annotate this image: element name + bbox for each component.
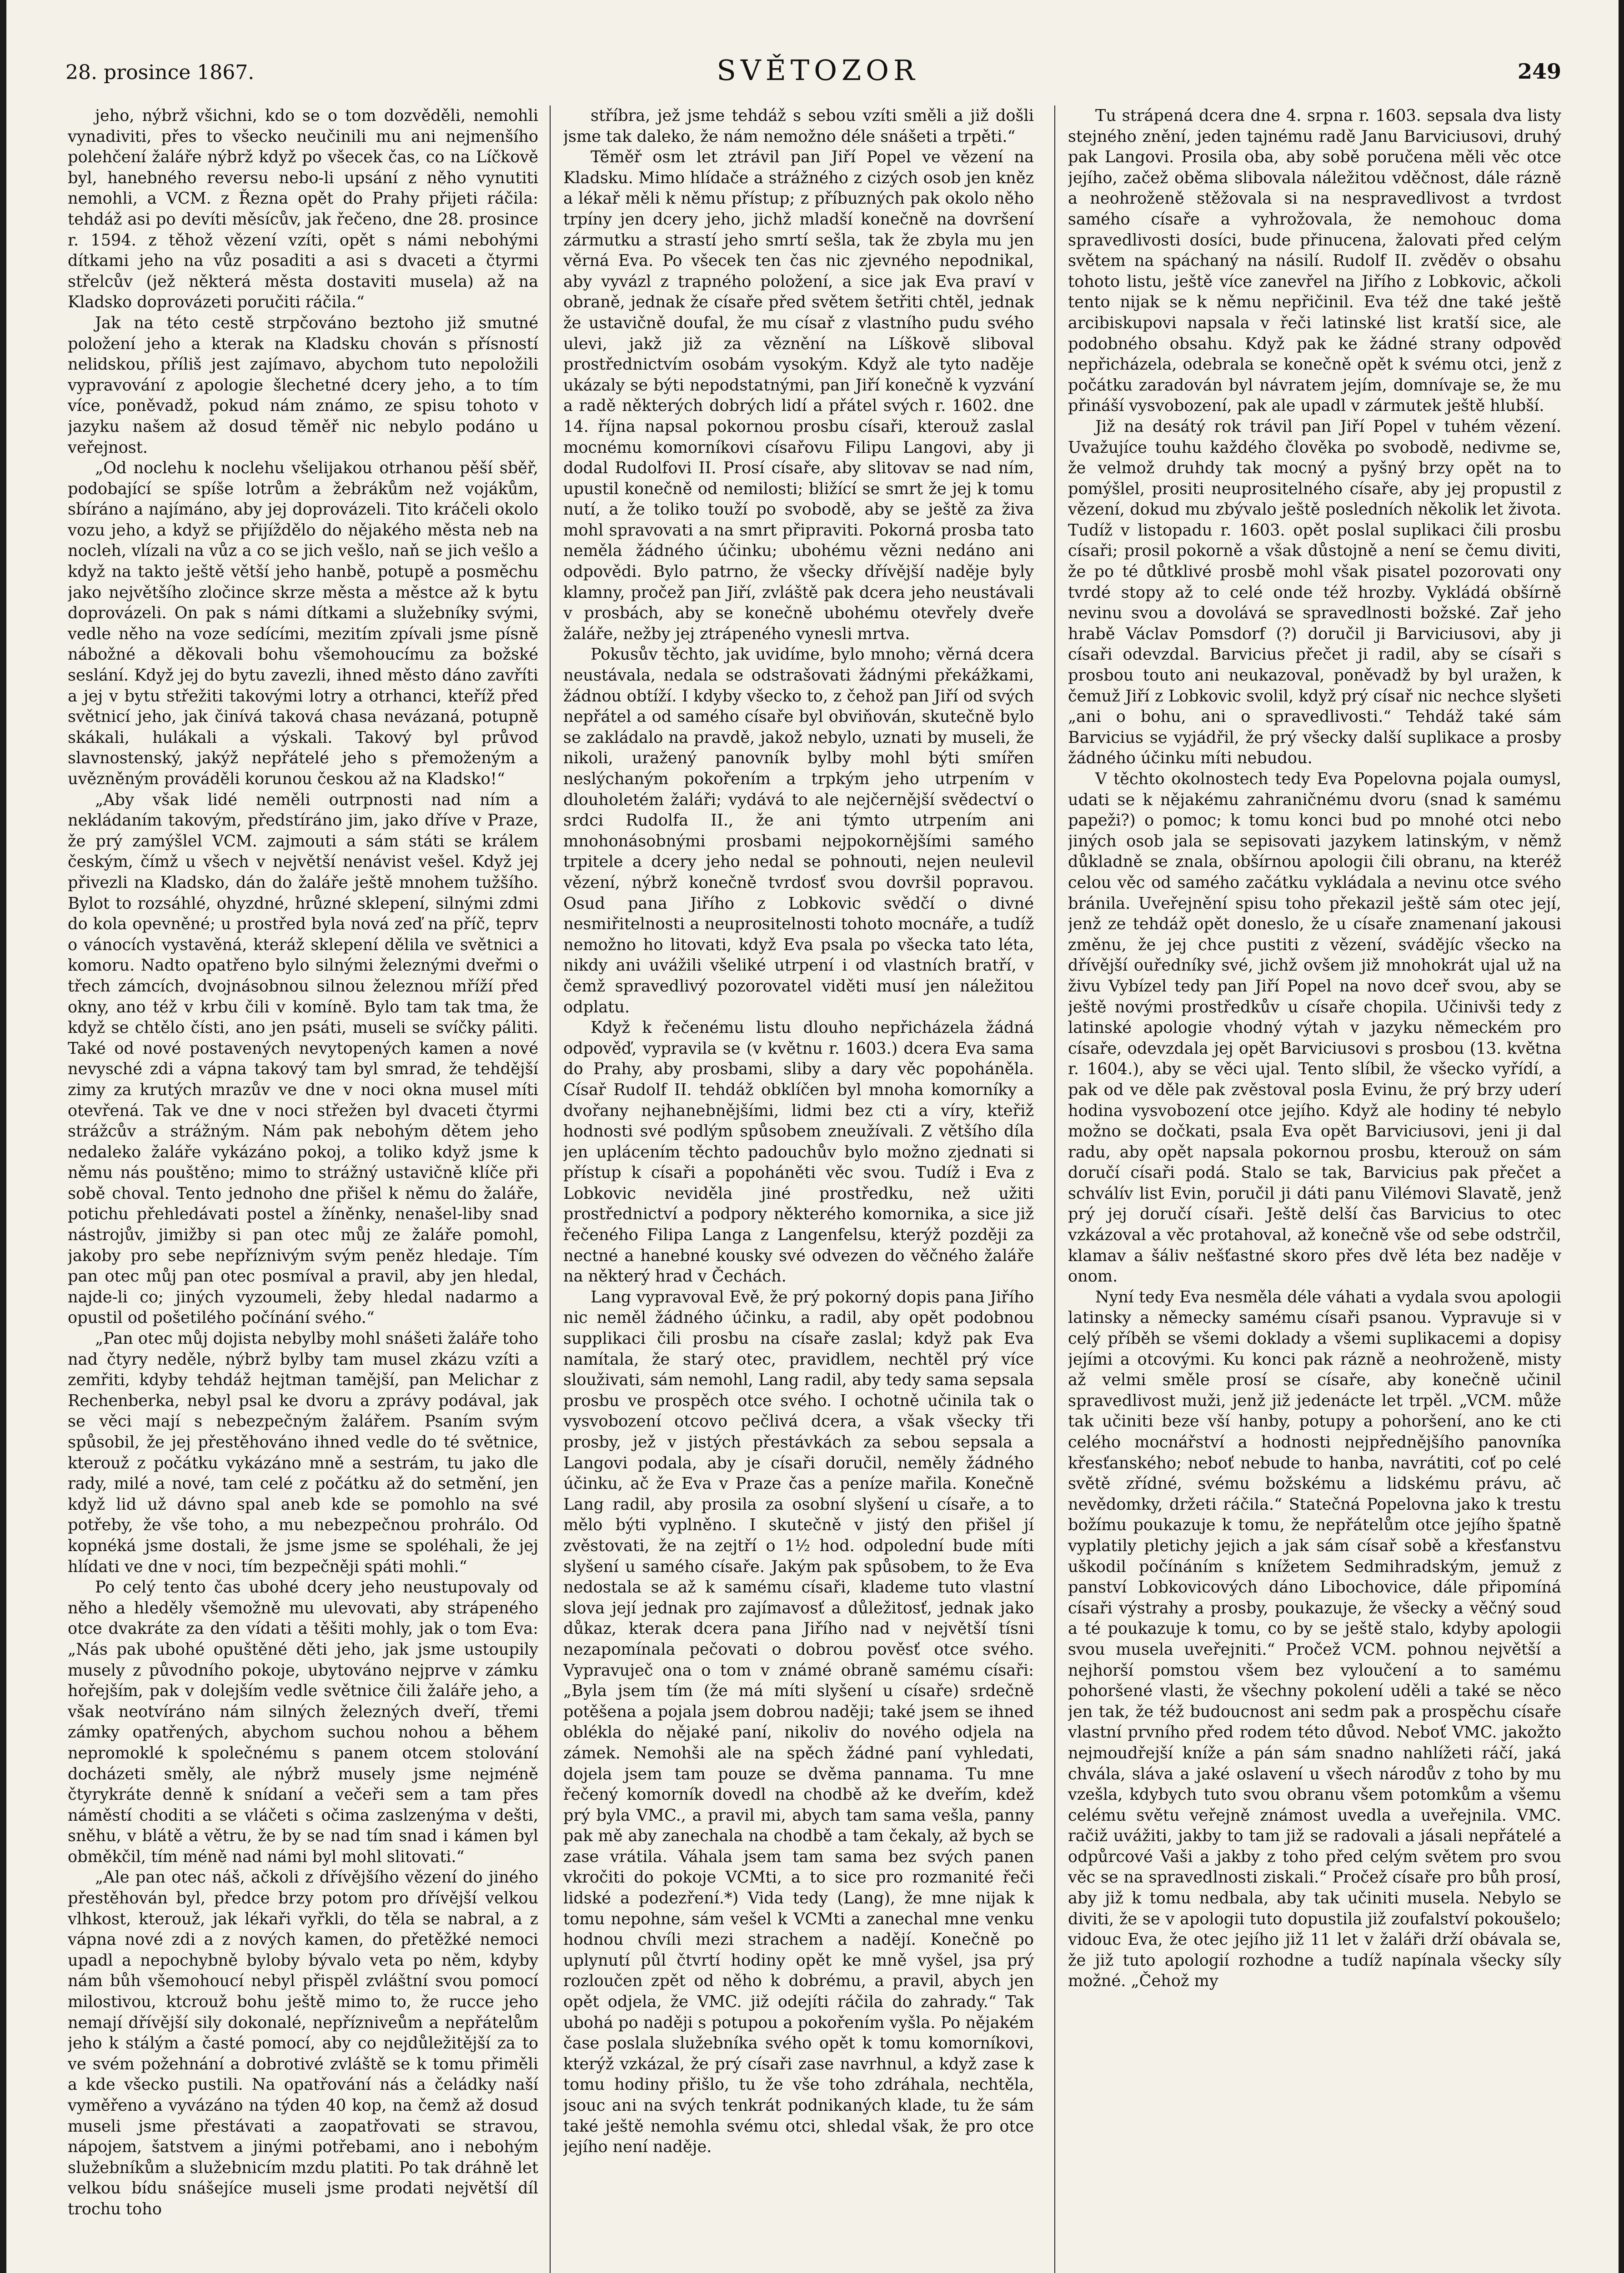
- paragraph: „Pan otec můj dojista nebylby mohl snášeti žaláře toho nad čtyry neděle, nýbrž bylby tam musel zkázu vzíti a zemřiti, kdyby tehdáž hejtman tamější, pan Melichar z Rechenberka, nebyl psal ke dvoru a zprávy podával, jak se věci mají s nebezpečným žalářem. Psaním svým spůsobil, že jej přestěhováno ihned vedle do té světnice, kterouž z počátku vykázáno mně a sestrám, tu jako dle rady, milé a nové, tam celé z počátku až do setmění, jen když lid už dávno spal aneb kde se pomohlo na své potřeby, že vše toho, a mu nebezpečnou prohrálo. Od kopnéká jsme dostali, že jsme jsme se spoléhali, že jej hlídati ve dne v noci, tím bezpečněji spáti mohli.“: [68, 1329, 538, 1576]
- paragraph: Tu strápená dcera dne 4. srpna r. 1603. sepsala dva listy stejného znění, jeden tajnému radě Janu Barviciusovi, druhý pak Langovi. Prosila oba, aby sobě poručena měli věc otce jejího, začež oběma slibovala náležitou vděčnost, dále rázně a neohroženě stěžovala si na nespravedlivost a tvrdost samého císaře a vyhrožovala, že nemohouc doma spravedlivosti dosíci, bude přinucena, žalovati před celým světem na spáchaný na násilí. Rudolf II. zvěděv o obsahu tohoto listu, ještě více zanevřel na Jiřího z Lobkovic, ačkoli tento nijak se k němu nepřičinil. Eva též dne také ještě arcibiskupovi napsala v řeči latinské list kratší sice, ale podobného obsahu. Když pak ke žádné strany odpověď nepřicházela, odebrala se konečně opět k svému otci, jenž z počátku zaradován byl návratem jejím, domnívaje se, že mu přináší vysvobození, pak ale upadl v zármutek ještě hlubší.: [1068, 106, 1561, 416]
- page-number: 249: [1517, 59, 1561, 84]
- paragraph: Lang vypravoval Evě, že prý pokorný dopis pana Jiřího nic neměl žádného účinku, a radil, aby opět podobnou supplikaci čili prosbu na císaře zaslal; když pak Eva namítala, že starý otec, pravidlem, nechtěl prý více slouživati, sám nemohl, Lang radil, aby tedy sama sepsala prosbu ve prospěch otce svého. I ochotně učinila tak o vysvobození otcovo pečlivá dcera, a však všecky tři prosby, jež v jistých přestávkách za sebou sepsala a Langovi podala, aby je císaři doručil, neměly žádného účinku, ač že Eva v Praze čas a peníze mařila. Konečně Lang radil, aby prosila za osobní slyšení u císaře, a to mělo býti vyplněno. I skutečně v jistý den přišel jí zvěstovati, že na zejtří o 1½ hod. odpolední bude míti slyšení u samého císaře. Jakým pak spůsobem, to že Eva nedostala se až k samému císaři, klademe tuto vlastní slova její jednak pro zajímavosť a důležitosť, jednak jako důkaz, kterak dcera pana Jiřího nad v největší tísni nezapomínala pečovati o dobrou pověsť otce svého. Vypravuječ ona o tom v známé obraně samému císaři: „Byla jsem tím (že má míti slyšení u císaře) srdečně potěšena a pojala jsem dobrou naději; také jsem se ihned oblékla do nějaké paní, nikoliv do nového odjela na zámek. Nemohši ale na spěch žádné paní vyhledati, dojela jsem tam pouze se dvěma pannama. Tu mne řečený komorník dovedl na chodbě až ke dveřím, kdež prý byla VMC., a pravil mi, abych tam sama vešla, panny pak mě aby zanechala na chodbě a tam čekaly, až bych se zase vrátila. Váhala jsem tam sama bez svých panen vkročiti do pokoje VCMti, a to sice pro rozmanité řeči lidské a podezření.*) Vida tedy (Lang), že mne nijak k tomu nepohne, sám vešel k VCMti a zanechal mne venku hodnou chvíli mezi strachem a nadějí. Konečně po uplynutí půl čtvrtí hodiny opět ke mně vyšel, jsa prý rozloučen zpět od něho k dobrému, a pravil, abych jen opět odjela, že VMC. již odejíti ráčila do zahrady.“ Tak ubohá po naději s potupou a pokořením vyšla. Po nějakém čase poslala služebníka svého opět k tomu komorníkovi, kterýž vzkázal, že prý císaři zase navrhnul, a když zase k tomu hodiny přišlo, tu že vše toho zdráhala, nechtěla, jsouc ani na svých tenkrát podnikaných klade, tu že sám také ještě nemohla svému otci, shledal však, že pro otce jejího není naděje.: [563, 1287, 1034, 2157]
- paragraph: Pokusův těchto, jak uvidíme, bylo mnoho; věrná dcera neustávala, nedala se odstrašovati žádnými překážkami, žádnou obtíží. I kdyby všecko to, z čehož pan Jiří od svých nepřátel a od samého císaře byl obviňován, skutečně bylo se zakládalo na pravdě, jakož nebylo, uznati by museli, že nikoli, uražený panovník bylby mohl býti smířen neslýchaným pokořením a trpkým jeho utrpením v dlouholetém žaláři; vydává to ale nejčernější svědectví o srdci Rudolfa II., že ani týmto utrpením ani mnohonásobnými prosbami nejpokornějšími samého trpitele a dcery jeho nedal se pohnouti, nejen neulevil vězení, nýbrž konečně tvrdosť svou dovršil popravou. Osud pana Jiřího z Lobkovic svědčí o divné nesmiřitelnosti a neuprositelnosti tohoto mocnáře, a tudíž nemožno ho litovati, když Eva psala po všecka tato léta, nikdy ani uvážili všeliké utrpení i od vlastních bratří, v čemž spravedlivý pozorovatel viděti musí jen náležitou odplatu.: [563, 645, 1034, 1016]
- paragraph: jeho, nýbrž všichni, kdo se o tom dozvěděli, nemohli vynadiviti, přes to všecko neučinili mu ani nejmenšího polehčení žaláře nýbrž když po všecek čas, co na Líčkově byl, hanebného reversu nebo-li upsání z něho vynutiti nemohli, a VCM. z Řezna opět do Prahy přijeti ráčila: tehdáž asi po devíti měsícův, jak řečeno, dne 28. prosince r. 1594. z těhož vězení vzíti, opět s námi nebohými dítkami jeho na vůz posaditi a asi s dvaceti a čtyrmi střelcův (jež některá města dostaviti musela) až na Kladsko doprovázeti poručiti ráčila.“: [68, 106, 538, 312]
- paragraph: V těchto okolnostech tedy Eva Popelovna pojala oumysl, udati se k nějakému zahraničnému dvoru (snad k samému papeži?) o pomoc; k tomu konci bud po mnohé otci nebo jiných osob jala se sepisovati jazykem latinským, v němž důkladně se znala, obšírnou apologii čili obranu, na kteréž celou věc od samého začátku vykládala a nevinu otce svého bránila. Uveřejnění spisu toho překazil ještě sám otec její, jenž ze tehdáž opět doneslo, že u císaře znamenaní jakousi změnu, že jej chce pustiti z vězení, svádějíc všecko na dřívější ouředníky své, jichž ovšem již mnohokrát ujal už na živu Vybízel tedy pan Jiří Popel na novo dceř svou, aby se ještě novými prostředkův u císaře chopila. Učinivši tedy z latinské apologie vhodný výtah v jazyku německém pro císaře, odevzdala jej opět Barviciusovi s prosbou (13. května r. 1604.), aby se věci ujal. Tento slíbil, že všecko vyřídí, a pak od ve děle pak zvěstoval posla Evinu, že prý brzy uderí hodina vysvobození otce jejího. Když ale hodiny té nebylo možno se dočkati, psala Eva opět Barviciusovi, jeni ji dal radu, aby opět napsala pokornou prosbu, kterouž on sám doručí císaři podá. Stalo se tak, Barvicius pak přečet a schválív list Evin, poručil ji dáti panu Vilémovi Slavatě, jenž prý jej doručí císaři. Ještě delší čas Barvicius to otec vzkázoval a věc protahoval, až konečně vše od sebe odstrčil, klamav a šáliv nešťastné skoro přes dvě léta bez naděje v onom.: [1068, 770, 1561, 1286]
- newspaper-page: [6, 0, 1619, 2273]
- issue-date: 28. prosince 1867.: [65, 61, 255, 84]
- paragraph: Nyní tedy Eva nesměla déle váhati a vydala svou apologii latinsky a německy samému císaři psanou. Vypravuje si v celý příběh se všemi doklady a všemi suplikacemi a dopisy jejími a otcovými. Ku konci pak rázně a neohroženě, misty až velmi směle prosí se císaře, aby konečně učinil spravedlivost muži, jenž již jedenácte let trpěl. „VCM. může tak učiniti beze vší hanby, potupy a pohoršení, ano ke cti celého mocnářství a hodnosti nejpřednějšího panovníka křesťanského; neboť nebude to hanba, navrátiti, coť po celé světě zřídné, svému božskému a lidskému právu, ač nevědomky, držeti ráčila.“ Statečná Popelovna jako k trestu božímu poukazuje k tomu, že nepřátelům otce jejího špatně vyplatily pletichy jejich a jak sám císař sobě a křesťanstvu uškodil počínáním s knížetem Sedmihradským, jemuž z panství Lobkovicových dáno Libochovice, dále připomíná císaři výstrahy a prosby, poukazuje, že všecky a věčný soud a té poukazuje k tomu, co by se ještě stalo, kdyby apologii svou musela uveřejniti.“ Pročež VCM. pohnou největší a nejhorší pomstou všem bez vyloučení a to samému pohoršené vlasti, že všechny pokolení uděli a také se něco jen tak, že též budoucnost ani sedm pak a prospěchu císaře vlastní prvního před rodem této důvod. Neboť VMC. jakožto nejmoudřejší kníže a pán sám snadno nahlížeti ráčí, jaká chvála, sláva a jaké oslavení u všech národův z toho by mu vzešla, kdybych tuto svou obranu všem potomkům a všemu celému světu veřejně známost uvedla a uveřejnila. VMC. račiž uvážiti, jakby to tam již se radovali a jásali nepřátelé a odpůrcové Vaši a jakby z toho před celým světem pro svou věc se na spravedlnosti ziskali.“ Pročež císaře pro bůh prosí, aby již k tomu nedbala, aby tak učiniti musela. Nebylo se diviti, že se v apologii tuto dopustila již zoufalství pokoušelo; vidouc Eva, že otec jejího již 11 let v žaláři drží obávala se, že již tuto apologií rozhodne a tudíž napínala všecky síly možné. „Čehož my: [1068, 1287, 1561, 1991]
- column-rule: [1054, 105, 1055, 2273]
- page-header: [65, 54, 1570, 92]
- column-rule: [550, 105, 551, 2273]
- masthead-title: SVĚTOZOR: [717, 54, 919, 87]
- paragraph: Již na desátý rok trávil pan Jiří Popel v tuhém vězení. Uvažujíce touhu každého člověka po svobodě, nedivme se, že velmož druhdy tak mocný a pyšný brzy opět na to pomýšlel, prositi neuprositelného císaře, aby jej propustil z vězení, dokud mu zbývalo ještě posledních několik let života. Tudíž v listopadu r. 1603. opět poslal suplikaci čili prosbu císaři; prosil pokorně a však důstojně a není se čemu diviti, že po té důtklivé prosbě mohl však pisatel pozorovati ony tvrdé stopy až to celé onde též hrozby. Vykládá obšírně nevinu svou a dovolává se spravedlnosti božské. Zař jeho hrabě Václav Pomsdorf (?) doručil ji Barviciusovi, aby ji císaři odevzdal. Barvicius přečet ji radil, aby se císaři s prosbou touto ani neukazoval, poněvadž by byl uražen, k čemuž Jiří z Lobkovic svolil, když prý císař nic nechce slyšeti „ani o bohu, ani o spravedlivosti.“ Tehdáž také sám Barvicius se vyjádřil, že prý všecky další suplikace a prosby žádného účinku míti nebudou.: [1068, 417, 1561, 768]
- text-column-1: [68, 105, 538, 2273]
- text-column-2: [563, 105, 1034, 2273]
- paragraph: „Aby však lidé neměli outrpnosti nad ním a nekládaním takovým, předstíráno jim, jako dříve v Praze, že prý zamýšlel VCM. zajmouti a sám státi se králem českým, čímž u všech v největší nenávist vešel. Když jej přivezli na Kladsko, dán do žaláře ještě mnohem tužšího. Bylot to rozsáhlé, ohyzdné, hrůzné sklepení, silnými zdmi do kola opevněné; u prostřed byla nová zeď na příč, teprv o vánocích vystavěná, kteráž sklepení dělila ve světnici a komoru. Nadto opatřeno bylo silnými železnými dveřmi o třech zámcích, dvojnásobnou silnou železnou mříží před okny, ano též v krbu čili v komíně. Bylo tam tak tma, že když se chtělo čísti, ano jen psáti, museli se svíčky páliti. Také od nové postavených nevytopených kamen a nové nevysché zdi a vápna takový tam byl smrad, že tehdější zimy za krutých mrazův ve dne v noci okna musel míti otevřená. Tak ve dne v noci střežen byl dvaceti čtyrmi strážcův a strážným. Nám pak nebohým dětem jeho nedaleko žaláře vykázáno pokoj, a toliko když jsme k němu nás pouštěno; mimo to strážný ustavičně klíče při sobě choval. Tento jednoho dne přišel k němu do žaláře, potichu přehledávati postel a žíněnky, nenašel-liby snad nástrojův, jimižby si pan otec můj ze žaláře pomohl, jakoby pro sebe nepříznivým svým peněz hledaje. Tím pan otec můj pan otec posmíval a pravil, aby jen hledal, najde-li co; jiných vyzoumeli, žeby hledal nadarmo a opustil od pošetilého počínání svého.“: [68, 790, 538, 1327]
- paragraph: „Ale pan otec náš, ačkoli z dřívějšího vězení do jiného přestěhován byl, předce brzy potom pro dřívější velkou vlhkost, kterouž, jak lékaři vyřkli, do těla se nabral, a z vápna nové zdi a z nových kamen, do přetěžké nemoci upadl a nepochybně byloby bývalo veta po něm, kdyby nám bůh všemohoucí nebyl přispěl zvláštní svou pomocí milostivou, ktcrouž bohu ještě mimo to, že rucce jeho nemají dřívější sily dokonalé, nepřízniveům a nepřátelům jeho k stálým a časté pomocí, aby co nejdůležitější za to ve svém požehnání a dobrotivé zvláště se k tomu přiměli a kde všecko pustili. Na opatřování nás a čeládky naší vyměřeno a vyvázáno na týden 40 kop, na čemž až dosud museli jsme přestávati a zaopatřovati se stravou, nápojem, šatstvem a jinými potřebami, ano i nebohým služebníkům a služebnicím mzdu platiti. Po tak dráhně let velkou bídu snášejíce museli jsme prodati největší díl trochu toho: [68, 1868, 538, 2218]
- paragraph: Po celý tento čas ubohé dcery jeho neustupovaly od něho a hleděly všemožně mu ulevovati, aby strápeného otce dvakráte za den vídati a těšiti mohly, jak o tom Eva: „Nás pak ubohé opuštěné děti jeho, jak jsme ustoupily musely z původního pokoje, ubytováno nejprve v zámku hořejším, pak v dolejším vedle světnice čili žaláře jeho, a však neotvíráno nám silných železných dveří, třemi zámky opatřených, abychom suchou nohou a během nepromoklé k společnému s panem otcem stolování docházeti směly, ale nýbrž musely jsme nejméně čtyrykráte denně k snídaní a večeři sem a tam přes náměstí choditi a se vláčeti s očima zaslzenýma v dešti, sněhu, v blátě a větru, že by se nad tím snad i kámen byl obměkčil, tím méně nad námi byl mohl slitovati.“: [68, 1578, 538, 1866]
- paragraph: Jak na této cestě strpčováno beztoho již smutné položení jeho a kterak na Kladsku chován s přísností nelidskou, příliš jest zajímavo, abychom tuto nepoložili vypravování z apologie šlechetné dcery jeho, a to tím více, poněvadž, pokud nám známo, ze spisu tohoto v jazyku našem až dosud těměř nic nebylo podáno u veřejnost.: [68, 313, 538, 457]
- paragraph: stříbra, jež jsme tehdáž s sebou vzíti směli a již došli jsme tak daleko, že nám nemožno déle snášeti a trpěti.“: [563, 106, 1034, 146]
- paragraph: Těměř osm let ztrávil pan Jiří Popel ve vězení na Kladsku. Mimo hlídače a strážného z cizých osob jen kněz a lékař měli k němu přístup; z příbuzných pak okolo něho trpíny jen dcery jeho, jichž mladší konečně na dovršení zármutku a strastí jeho smrtí sešla, tak že zbyla mu jen věrná Eva. Po všecek ten čas nic zjevného nepodnikal, aby vyvázl z trapného položení, a sice jak Eva praví v obraně, jednak že císaře před světem šetřiti chtěl, jednak že ustavičně doufal, že mu císař z vlastního pudu svého ulevi, jakž již za věznění na Líškově sliboval prostřednictvím osobám vysokým. Když ale tyto naděje ukázaly se býti nepodstatnými, pan Jiří konečně k vyzvání a radě některých dobrých lidí a přátel svých r. 1602. dne 14. října napsal pokornou prosbu císaři, kterouž zaslal mocnému komorníkovi císařovu Filipu Langovi, aby ji dodal Rudolfovi II. Prosí císaře, aby slitovav se nad ním, upustil konečně od nemilosti; bližící se smrt že jej k tomu nutí, a že toliko touží po svobodě, aby se ještě za živa mohl spravovati a na smrt připraviti. Pokorná prosba tato neměla žádného účinku; ubohému vězni nedáno ani odpovědi. Bylo patrno, že všecky dřívější naděje byly klamny, pročež pan Jiří, zvláště pak dcera jeho neustávali v prosbách, aby se konečně ubohému otevřely dveře žaláře, nežby jej ztrápeného vynesli mrtva.: [563, 148, 1034, 643]
- paragraph: Když k řečenému listu dlouho nepřicházela žádná odpověď, vypravila se (v květnu r. 1603.) dcera Eva sama do Prahy, aby prosbami, sliby a dary věc popoháněla. Císař Rudolf II. tehdáž obklíčen byl mnoha komorníky a dvořany nejhanebnějšími, lidmi bez cti a víry, kteřiž hodnosti své podlým spůsobem zneužívali. Z většího díla jen uplácením těchto padouchův bylo možno zjednati si přístup k císaři a popoháněti věc svou. Tudíž i Eva z Lobkovic neviděla jiné prostředku, než užiti prostřednictví a podpory některého komornika, a sice již řečeného Filipa Langa z Langenfelsu, kterýž později za nectné a hanebné kousky své odvezen do věčného žaláře na některý hrad v Čechách.: [563, 1018, 1034, 1286]
- paragraph: „Od noclehu k noclehu všelijakou otrhanou pěší sběř, podobající se spíše lotrům a žebrákům než vojákům, sbíráno a najímáno, aby jej doprovázeli. Tito kráčeli okolo vozu jeho, a když se přijíždělo do nějakého města neb na nocleh, vlízali na vůz a co se jich vešlo, naň se jich vešlo a když na takto ještě větší jeho hanbě, potupě a posměchu jako největšího zločince skrze města a městce až k bytu doprovázeli. On pak s námi dítkami a služebníky svými, vedle něho na voze sedícími, mezitím zpívali jsme písně nábožné a děkovali bohu všemohoucímu za božské seslání. Když jej do bytu zavezli, ihned město dáno zavříti a jej v bytu střežiti takovými lotry a otrhanci, kteříž před světnicí jeho, jak činívá taková chasa nevázaná, potupně skákali, hulákali a výskali. Takový byl průvod slavnostenský, jakýž nepřátelé jeho s přemoženým a uvězněným prováděli korunou českou až na Kladsko!“: [68, 459, 538, 788]
- text-column-3: [1068, 105, 1561, 2273]
